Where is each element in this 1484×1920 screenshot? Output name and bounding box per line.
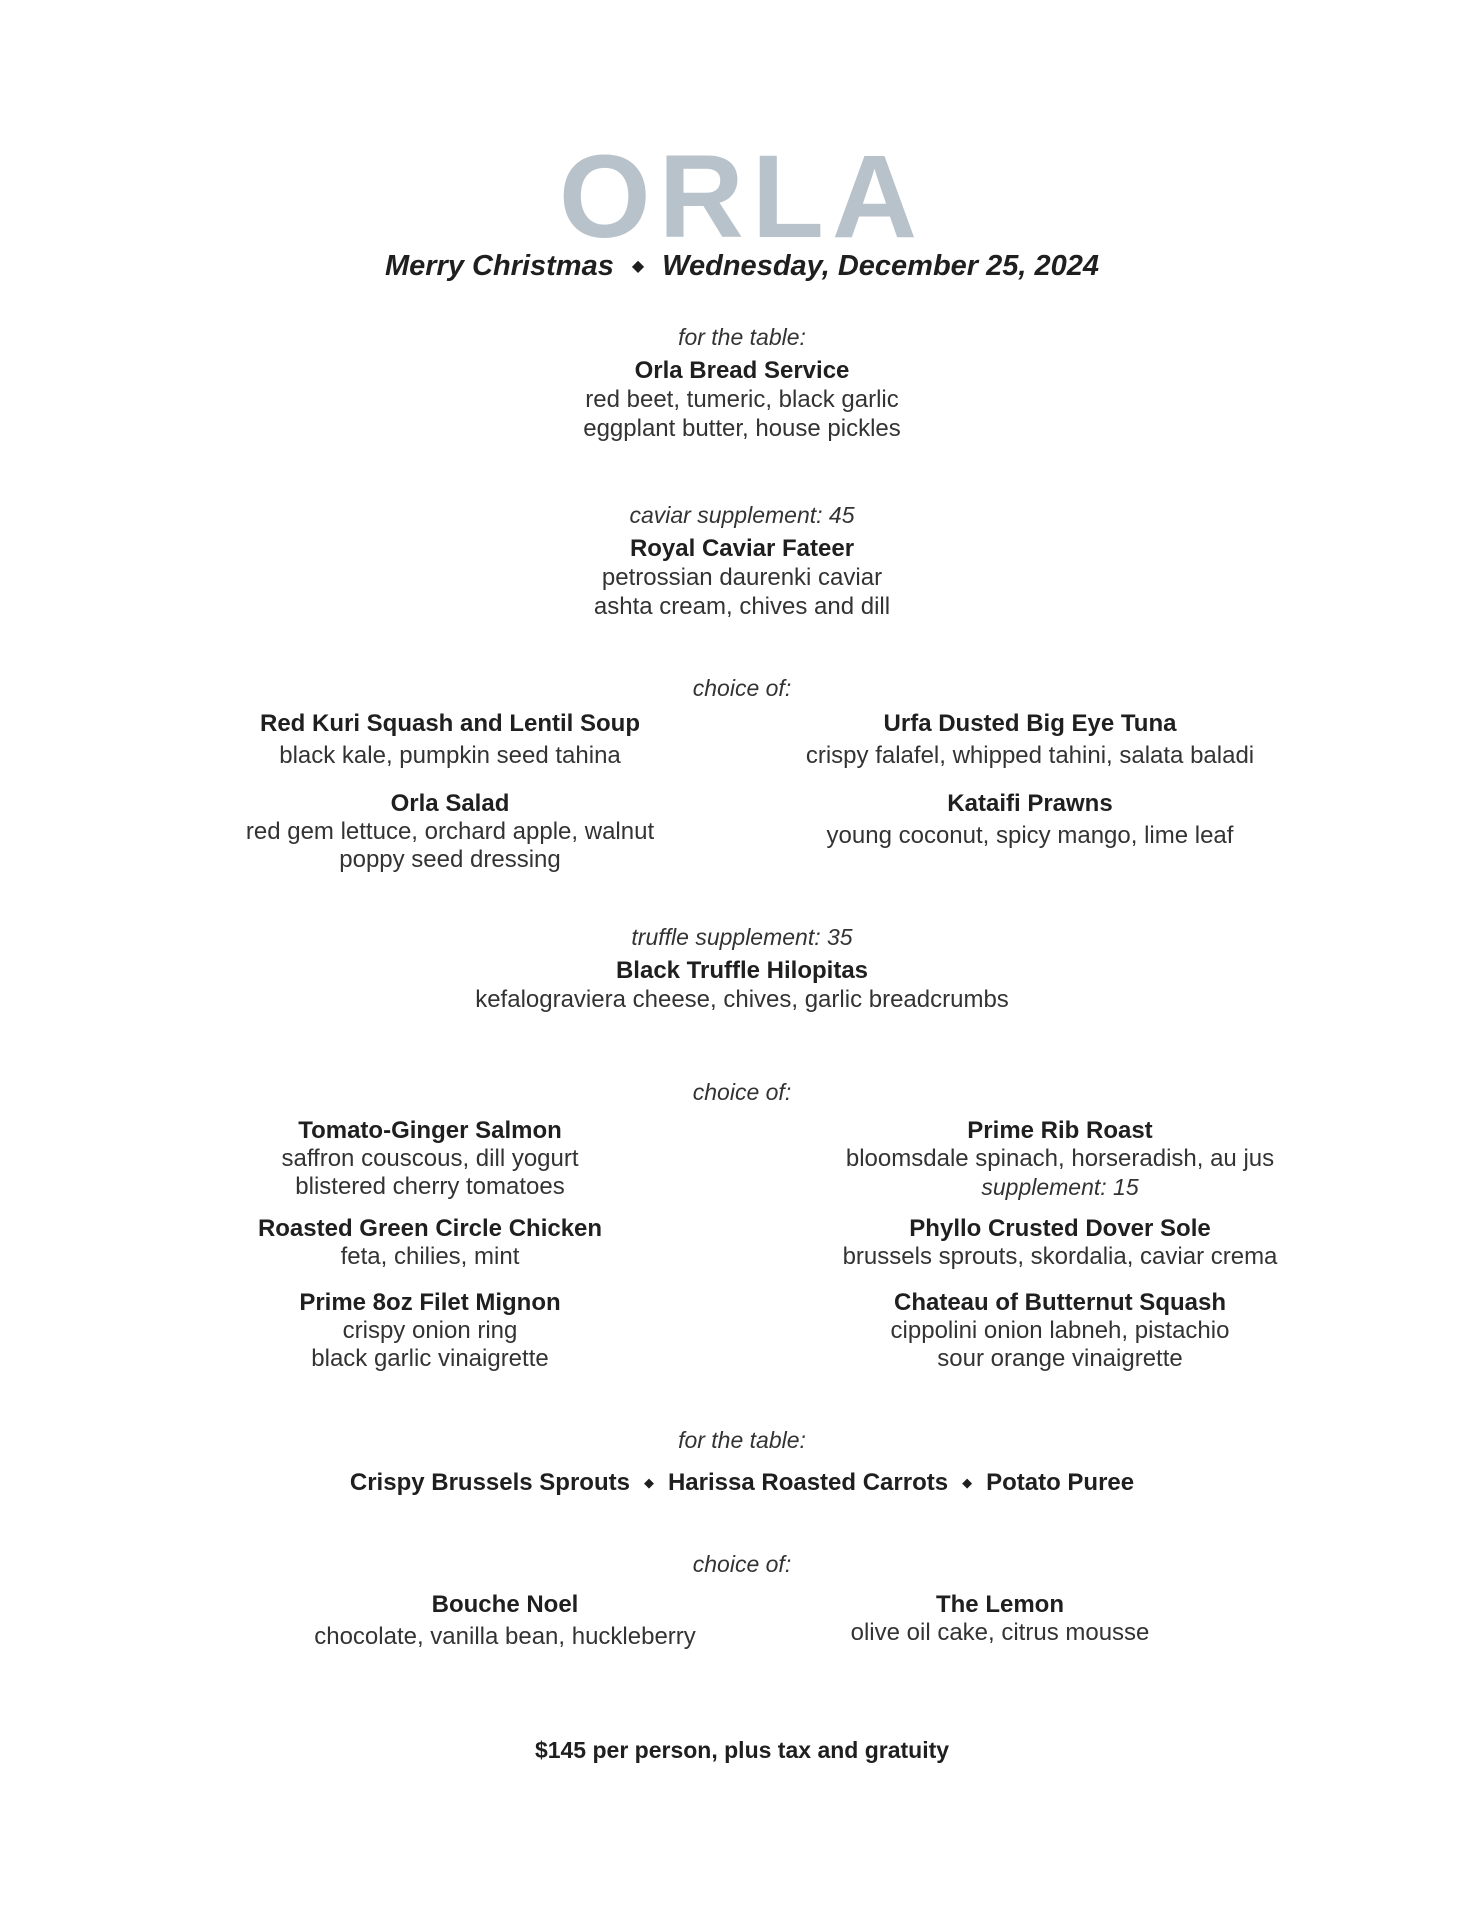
dish-description: brussels sprouts, skordalia, caviar crema	[842, 1243, 1278, 1270]
first-course-left-dish-2	[210, 790, 690, 874]
dish-description: black garlic vinaigrette	[311, 1345, 549, 1372]
dish-title: Orla Salad	[390, 790, 510, 817]
section-label: for the table:	[678, 324, 806, 350]
first-course-right-dish-2	[770, 790, 1290, 850]
section-label: caviar supplement: 45	[629, 502, 855, 528]
dish-description: crispy falafel, whipped tahini, salata baladi	[805, 742, 1255, 769]
dish-title: Prime 8oz Filet Mignon	[299, 1289, 561, 1316]
dish-title: Chateau of Butternut Squash	[893, 1289, 1226, 1316]
dish-description: petrossian daurenki caviar	[601, 564, 883, 591]
dish-title: The Lemon	[935, 1591, 1064, 1618]
diamond-separator-icon: ◆	[631, 258, 645, 275]
dish-title: Orla Bread Service	[634, 357, 850, 384]
side-item: Potato Puree	[986, 1469, 1135, 1496]
dish-title: Royal Caviar Fateer	[629, 535, 855, 562]
date-text: Wednesday, December 25, 2024	[662, 250, 1100, 282]
dish-title: Roasted Green Circle Chicken	[257, 1215, 603, 1242]
first-course-left-dish-1	[210, 710, 690, 770]
price-note: $145 per person, plus tax and gratuity	[534, 1737, 950, 1763]
dessert-left-dish	[270, 1591, 740, 1651]
dish-description: bloomsdale spinach, horseradish, au jus	[845, 1145, 1275, 1172]
dish-title: Bouche Noel	[431, 1591, 579, 1618]
first-course-label: choice of:	[692, 675, 792, 701]
dish-title: Phyllo Crusted Dover Sole	[909, 1215, 1211, 1242]
occasion-text: Merry Christmas	[384, 250, 614, 282]
menu-subtitle	[0, 250, 1484, 283]
dish-description: feta, chilies, mint	[340, 1243, 520, 1270]
dish-title: Red Kuri Squash and Lentil Soup	[259, 710, 640, 737]
diamond-separator-icon: ◆	[962, 1475, 973, 1490]
dish-description: cippolini onion labneh, pistachio	[890, 1317, 1230, 1344]
dish-title: Black Truffle Hilopitas	[615, 957, 869, 984]
section-label: truffle supplement: 35	[631, 924, 853, 950]
side-item: Crispy Brussels Sprouts	[349, 1469, 630, 1496]
main-course-label: choice of:	[692, 1079, 792, 1105]
bread-section	[0, 323, 1484, 443]
first-course-right-dish-1	[770, 710, 1290, 770]
main-course-right-dish-3	[790, 1289, 1330, 1373]
restaurant-logo: ORLA	[558, 131, 926, 263]
dish-description: young coconut, spicy mango, lime leaf	[826, 822, 1234, 849]
sides-label: for the table:	[678, 1427, 806, 1453]
dish-description: ashta cream, chives and dill	[593, 593, 891, 620]
dessert-right-dish	[790, 1591, 1210, 1647]
sides-list	[0, 1468, 1484, 1497]
main-course-right-dish-2	[790, 1215, 1330, 1271]
dish-description: red gem lettuce, orchard apple, walnut	[245, 818, 655, 845]
side-item: Harissa Roasted Carrots	[667, 1469, 949, 1496]
caviar-section	[0, 501, 1484, 621]
dish-description: poppy seed dressing	[339, 846, 561, 873]
dish-description: sour orange vinaigrette	[937, 1345, 1183, 1372]
dish-description: red beet, tumeric, black garlic	[585, 386, 899, 413]
dish-description: saffron couscous, dill yogurt	[281, 1145, 579, 1172]
main-course-right-dish-1	[790, 1117, 1330, 1201]
dish-title: Kataifi Prawns	[947, 790, 1113, 817]
dish-description: eggplant butter, house pickles	[583, 415, 901, 442]
dish-title: Urfa Dusted Big Eye Tuna	[883, 710, 1177, 737]
supplement-note: supplement: 15	[981, 1174, 1139, 1200]
dish-description: crispy onion ring	[342, 1317, 518, 1344]
main-course-left-dish-2	[200, 1215, 660, 1271]
main-course-left-dish-1	[200, 1117, 660, 1201]
dish-description: blistered cherry tomatoes	[295, 1173, 565, 1200]
dish-description: chocolate, vanilla bean, huckleberry	[314, 1623, 696, 1650]
diamond-separator-icon: ◆	[643, 1475, 654, 1490]
truffle-section	[0, 923, 1484, 1014]
dish-description: black kale, pumpkin seed tahina	[279, 742, 621, 769]
dish-title: Tomato-Ginger Salmon	[298, 1117, 562, 1144]
dish-title: Prime Rib Roast	[967, 1117, 1153, 1144]
dish-description: kefalograviera cheese, chives, garlic breadcrumbs	[475, 986, 1009, 1013]
dessert-label: choice of:	[692, 1551, 792, 1577]
main-course-left-dish-3	[200, 1289, 660, 1373]
dish-description: olive oil cake, citrus mousse	[850, 1619, 1150, 1646]
